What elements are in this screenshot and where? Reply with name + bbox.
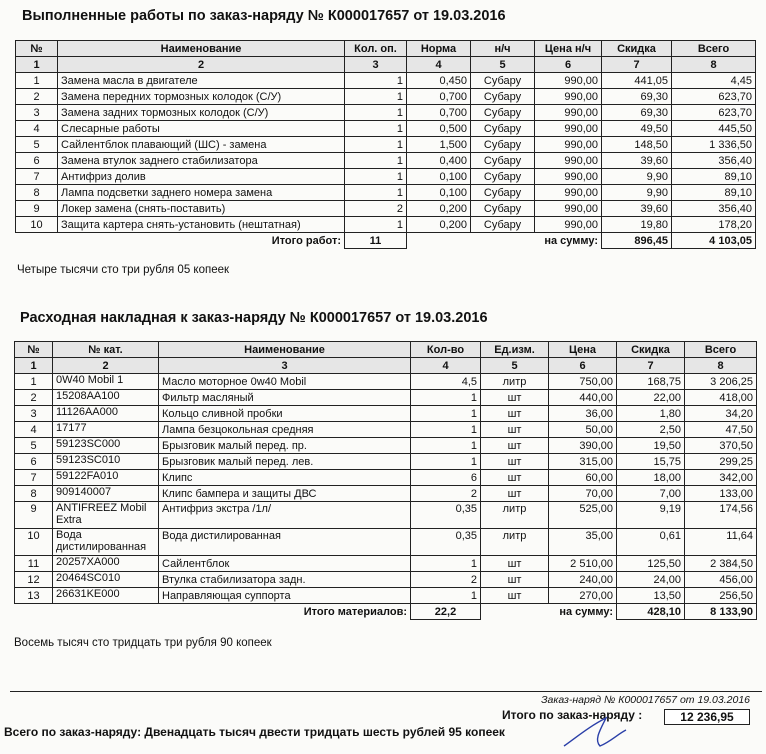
works-row-cell: 990,00: [535, 137, 602, 153]
works-total-words: Четыре тысячи сто три рубля 05 копеек: [17, 264, 230, 276]
footer-divider: [10, 691, 762, 692]
materials-row-cell: 11,64: [685, 529, 757, 556]
materials-row-cell: 4,5: [411, 374, 481, 390]
materials-row-cell: Вода дистилированная: [159, 529, 411, 556]
colnum-cell: 5: [471, 57, 535, 73]
works-row: [16, 185, 756, 201]
materials-row: [15, 486, 757, 502]
works-row-cell: 441,05: [602, 73, 672, 89]
works-row-cell: 990,00: [535, 185, 602, 201]
materials-col-qty: Кол-во: [411, 342, 481, 358]
materials-total-label: Итого материалов:: [303, 605, 407, 618]
materials-row: [15, 390, 757, 406]
materials-row-cell: 390,00: [549, 438, 617, 454]
materials-row-cell: 20257XA000: [53, 556, 159, 572]
order-reference: Заказ-наряд № К000017657 от 19.03.2016: [541, 694, 750, 706]
materials-row-cell: шт: [481, 556, 549, 572]
works-row-cell: Субару: [471, 153, 535, 169]
works-row-cell: Субару: [471, 185, 535, 201]
colnum-cell: 4: [411, 358, 481, 374]
works-row-cell: 1: [345, 137, 407, 153]
works-col-norm: Норма: [407, 41, 471, 57]
works-row-cell: 1: [345, 169, 407, 185]
materials-row-cell: шт: [481, 486, 549, 502]
works-title: Выполненные работы по заказ-наряду № К000017657 от 19.03.2016: [22, 8, 506, 24]
materials-row-cell: 13,50: [617, 588, 685, 604]
materials-row-cell: 125,50: [617, 556, 685, 572]
materials-row-cell: шт: [481, 470, 549, 486]
materials-row-cell: шт: [481, 588, 549, 604]
works-row: [16, 105, 756, 121]
works-row-cell: 990,00: [535, 105, 602, 121]
materials-col-catalog: № кат.: [53, 342, 159, 358]
works-row-cell: 0,450: [407, 73, 471, 89]
works-row-cell: 2: [345, 201, 407, 217]
materials-row: [15, 422, 757, 438]
materials-row-cell: 1: [15, 374, 53, 390]
materials-total-discount: 428,10: [617, 604, 685, 620]
colnum-cell: 6: [549, 358, 617, 374]
materials-row-cell: 1: [411, 454, 481, 470]
materials-row-cell: 440,00: [549, 390, 617, 406]
works-row-cell: 69,30: [602, 105, 672, 121]
materials-header-row: [15, 342, 757, 358]
materials-col-discount: Скидка: [617, 342, 685, 358]
works-row-cell: 990,00: [535, 201, 602, 217]
materials-row-cell: 270,00: [549, 588, 617, 604]
works-row-cell: 990,00: [535, 89, 602, 105]
works-row-cell: 445,50: [672, 121, 756, 137]
grand-total-label: Итого по заказ-наряду :: [502, 708, 643, 722]
materials-col-number: №: [15, 342, 53, 358]
materials-row-cell: 6: [411, 470, 481, 486]
works-row-cell: 89,10: [672, 185, 756, 201]
materials-row-cell: 0,61: [617, 529, 685, 556]
works-table: [15, 40, 756, 249]
materials-row-cell: Вода дистилированная: [53, 529, 159, 556]
works-row-cell: 990,00: [535, 217, 602, 233]
materials-row-cell: 2,50: [617, 422, 685, 438]
materials-row: [15, 572, 757, 588]
materials-row-cell: Масло моторное 0w40 Mobil: [159, 374, 411, 390]
works-row-cell: Замена передних тормозных колодок (С/У): [58, 89, 345, 105]
works-row-cell: 89,10: [672, 169, 756, 185]
materials-row-cell: 240,00: [549, 572, 617, 588]
materials-col-name: Наименование: [159, 342, 411, 358]
materials-row-cell: 299,25: [685, 454, 757, 470]
works-row-cell: 6: [16, 153, 58, 169]
materials-row-cell: 19,50: [617, 438, 685, 454]
works-row-cell: 356,40: [672, 201, 756, 217]
works-row-cell: 990,00: [535, 153, 602, 169]
materials-row-cell: 17177: [53, 422, 159, 438]
works-row: [16, 73, 756, 89]
grand-total-words: Всего по заказ-наряду: Двенадцать тысяч двести тридцать шесть рублей 95 копеек: [4, 725, 505, 739]
materials-row-cell: 70,00: [549, 486, 617, 502]
materials-row-cell: Кольцо сливной пробки: [159, 406, 411, 422]
works-row-cell: 0,200: [407, 217, 471, 233]
works-row-cell: Субару: [471, 105, 535, 121]
works-row-cell: 0,700: [407, 89, 471, 105]
materials-row-cell: 370,50: [685, 438, 757, 454]
works-row-cell: Сайлентблок плавающий (ШС) - замена: [58, 137, 345, 153]
materials-row-cell: 3 206,25: [685, 374, 757, 390]
works-row: [16, 217, 756, 233]
materials-row: [15, 556, 757, 572]
materials-row-cell: шт: [481, 406, 549, 422]
materials-row-cell: шт: [481, 390, 549, 406]
materials-row-cell: 50,00: [549, 422, 617, 438]
materials-row-cell: 0,35: [411, 529, 481, 556]
materials-row-cell: 26631KE000: [53, 588, 159, 604]
materials-row-cell: 750,00: [549, 374, 617, 390]
materials-row-cell: литр: [481, 374, 549, 390]
works-row-cell: 9,90: [602, 185, 672, 201]
materials-col-unit: Ед.изм.: [481, 342, 549, 358]
colnum-cell: 7: [617, 358, 685, 374]
materials-row-cell: Антифриз экстра /1л/: [159, 502, 411, 529]
materials-row-cell: 1: [411, 390, 481, 406]
works-row-cell: Субару: [471, 169, 535, 185]
works-row-cell: Субару: [471, 137, 535, 153]
works-row-cell: 9: [16, 201, 58, 217]
materials-row-cell: 4: [15, 422, 53, 438]
materials-row-cell: 10: [15, 529, 53, 556]
materials-sum-label: на сумму:: [559, 605, 613, 618]
works-row: [16, 137, 756, 153]
works-row-cell: 0,100: [407, 185, 471, 201]
materials-row-cell: 0,35: [411, 502, 481, 529]
works-col-discount: Скидка: [602, 41, 672, 57]
colnum-cell: 8: [685, 358, 757, 374]
works-row: [16, 201, 756, 217]
works-col-name: Наименование: [58, 41, 345, 57]
signature-mark: [560, 712, 630, 752]
materials-row-cell: Втулка стабилизатора задн.: [159, 572, 411, 588]
materials-row-cell: 5: [15, 438, 53, 454]
materials-row-cell: Сайлентблок: [159, 556, 411, 572]
works-row-cell: 39,60: [602, 201, 672, 217]
materials-row-cell: 2 384,50: [685, 556, 757, 572]
works-header-row: [16, 41, 756, 57]
works-row-cell: 69,30: [602, 89, 672, 105]
works-row-cell: 19,80: [602, 217, 672, 233]
works-row: [16, 153, 756, 169]
materials-total-sum: 8 133,90: [685, 604, 757, 620]
works-row-cell: 2: [16, 89, 58, 105]
works-col-ops: Кол. оп.: [345, 41, 407, 57]
works-row: [16, 169, 756, 185]
works-row-cell: 990,00: [535, 73, 602, 89]
materials-row-cell: 342,00: [685, 470, 757, 486]
materials-row: [15, 529, 757, 556]
works-col-price: Цена н/ч: [535, 41, 602, 57]
materials-row: [15, 406, 757, 422]
works-row-cell: 990,00: [535, 169, 602, 185]
works-row-cell: Субару: [471, 73, 535, 89]
colnum-cell: 1: [16, 57, 58, 73]
materials-row: [15, 454, 757, 470]
materials-row-cell: 59123SC010: [53, 454, 159, 470]
works-row-cell: 0,100: [407, 169, 471, 185]
works-row-cell: 1: [345, 105, 407, 121]
materials-row-cell: 34,20: [685, 406, 757, 422]
works-row-cell: 1: [16, 73, 58, 89]
materials-row-cell: шт: [481, 438, 549, 454]
materials-row-cell: 11126AA000: [53, 406, 159, 422]
works-row-cell: 0,500: [407, 121, 471, 137]
colnum-cell: 3: [159, 358, 411, 374]
materials-row: [15, 470, 757, 486]
works-row-cell: 5: [16, 137, 58, 153]
materials-row-cell: 1: [411, 588, 481, 604]
colnum-cell: 4: [407, 57, 471, 73]
materials-row-cell: литр: [481, 529, 549, 556]
works-row-cell: Замена задних тормозных колодок (С/У): [58, 105, 345, 121]
works-colnum-row: [16, 57, 756, 73]
materials-row-cell: 36,00: [549, 406, 617, 422]
materials-row-cell: 1: [411, 556, 481, 572]
materials-row-cell: 133,00: [685, 486, 757, 502]
materials-row-cell: 6: [15, 454, 53, 470]
works-row-cell: 0,200: [407, 201, 471, 217]
materials-colnum-row: [15, 358, 757, 374]
materials-row-cell: 15208AA100: [53, 390, 159, 406]
works-row-cell: 178,20: [672, 217, 756, 233]
materials-row-cell: 315,00: [549, 454, 617, 470]
works-row-cell: 1: [345, 121, 407, 137]
works-row-cell: 148,50: [602, 137, 672, 153]
works-row-cell: 1: [345, 185, 407, 201]
materials-row-cell: 2: [15, 390, 53, 406]
materials-row-cell: 18,00: [617, 470, 685, 486]
colnum-cell: 8: [672, 57, 756, 73]
materials-row-cell: Брызговик малый перед. пр.: [159, 438, 411, 454]
works-row-cell: Субару: [471, 89, 535, 105]
materials-col-total: Всего: [685, 342, 757, 358]
materials-row-cell: 47,50: [685, 422, 757, 438]
works-col-nh: н/ч: [471, 41, 535, 57]
works-row-cell: 39,60: [602, 153, 672, 169]
works-row-cell: Слесарные работы: [58, 121, 345, 137]
materials-row-cell: 35,00: [549, 529, 617, 556]
materials-row-cell: 2 510,00: [549, 556, 617, 572]
materials-row-cell: Брызговик малый перед. лев.: [159, 454, 411, 470]
works-row-cell: Защита картера снять-установить (нештатная): [58, 217, 345, 233]
colnum-cell: 7: [602, 57, 672, 73]
materials-row-cell: 20464SC010: [53, 572, 159, 588]
works-total-label: Итого работ:: [271, 234, 341, 247]
works-total-discount: 896,45: [602, 233, 672, 249]
works-row-cell: 623,70: [672, 89, 756, 105]
materials-row-cell: 8: [15, 486, 53, 502]
works-row: [16, 89, 756, 105]
materials-row-cell: 525,00: [549, 502, 617, 529]
colnum-cell: 5: [481, 358, 549, 374]
materials-row-cell: 174,56: [685, 502, 757, 529]
materials-row-cell: 3: [15, 406, 53, 422]
materials-row-cell: 0W40 Mobil 1: [53, 374, 159, 390]
materials-total-row: [15, 604, 757, 620]
materials-row-cell: Клипс бампера и защиты ДВС: [159, 486, 411, 502]
colnum-cell: 2: [58, 57, 345, 73]
works-row-cell: 8: [16, 185, 58, 201]
works-row-cell: 0,400: [407, 153, 471, 169]
materials-row-cell: 60,00: [549, 470, 617, 486]
materials-row-cell: 1: [411, 438, 481, 454]
materials-row-cell: 59123SC000: [53, 438, 159, 454]
materials-row-cell: 2: [411, 572, 481, 588]
works-row-cell: Замена втулок заднего стабилизатора: [58, 153, 345, 169]
works-row-cell: Замена масла в двигателе: [58, 73, 345, 89]
materials-row-cell: 168,75: [617, 374, 685, 390]
materials-row-cell: шт: [481, 454, 549, 470]
materials-row-cell: 7,00: [617, 486, 685, 502]
materials-row-cell: 7: [15, 470, 53, 486]
materials-row-cell: 24,00: [617, 572, 685, 588]
materials-row-cell: 12: [15, 572, 53, 588]
works-row-cell: Субару: [471, 217, 535, 233]
materials-row-cell: 256,50: [685, 588, 757, 604]
works-row-cell: 9,90: [602, 169, 672, 185]
works-row-cell: 1,500: [407, 137, 471, 153]
materials-row-cell: ANTIFREEZ Mobil Extra: [53, 502, 159, 529]
works-row-cell: 0,700: [407, 105, 471, 121]
materials-row-cell: 15,75: [617, 454, 685, 470]
materials-row-cell: 9: [15, 502, 53, 529]
materials-row: [15, 374, 757, 390]
materials-row-cell: Фильтр масляный: [159, 390, 411, 406]
works-row-cell: Субару: [471, 121, 535, 137]
works-row-cell: 1: [345, 217, 407, 233]
materials-title: Расходная накладная к заказ-наряду № К000017657 от 19.03.2016: [20, 310, 488, 326]
materials-row: [15, 438, 757, 454]
materials-row-cell: 418,00: [685, 390, 757, 406]
works-row-cell: 1: [345, 89, 407, 105]
materials-row-cell: шт: [481, 422, 549, 438]
materials-row-cell: 2: [411, 486, 481, 502]
colnum-cell: 3: [345, 57, 407, 73]
works-row-cell: 4,45: [672, 73, 756, 89]
materials-row: [15, 502, 757, 529]
works-row-cell: 49,50: [602, 121, 672, 137]
materials-total-count: 22,2: [411, 604, 481, 620]
colnum-cell: 6: [535, 57, 602, 73]
materials-row-cell: 1,80: [617, 406, 685, 422]
materials-col-price: Цена: [549, 342, 617, 358]
works-col-total: Всего: [672, 41, 756, 57]
materials-row-cell: 9,19: [617, 502, 685, 529]
works-total-count: 11: [345, 233, 407, 249]
works-row-cell: 3: [16, 105, 58, 121]
works-sum-label: на сумму:: [544, 234, 598, 247]
works-row-cell: 4: [16, 121, 58, 137]
materials-row-cell: 1: [411, 422, 481, 438]
materials-row: [15, 588, 757, 604]
materials-row-cell: 1: [411, 406, 481, 422]
works-row-cell: Локер замена (снять-поставить): [58, 201, 345, 217]
materials-row-cell: Направляющая суппорта: [159, 588, 411, 604]
works-row-cell: Антифриз долив: [58, 169, 345, 185]
materials-table: [14, 341, 757, 620]
materials-row-cell: Клипс: [159, 470, 411, 486]
grand-total-value: 12 236,95: [664, 709, 750, 725]
works-row-cell: 1 336,50: [672, 137, 756, 153]
works-row-cell: 356,40: [672, 153, 756, 169]
materials-total-words: Восемь тысяч сто тридцать три рубля 90 копеек: [14, 637, 272, 649]
materials-row-cell: литр: [481, 502, 549, 529]
works-row-cell: Субару: [471, 201, 535, 217]
colnum-cell: 2: [53, 358, 159, 374]
works-col-number: №: [16, 41, 58, 57]
materials-row-cell: 11: [15, 556, 53, 572]
works-row-cell: 990,00: [535, 121, 602, 137]
works-row-cell: 1: [345, 153, 407, 169]
works-row-cell: 1: [345, 73, 407, 89]
works-row-cell: 10: [16, 217, 58, 233]
works-row-cell: 7: [16, 169, 58, 185]
materials-row-cell: 456,00: [685, 572, 757, 588]
materials-row-cell: 22,00: [617, 390, 685, 406]
materials-row-cell: Лампа безцокольная средняя: [159, 422, 411, 438]
works-total-sum: 4 103,05: [672, 233, 756, 249]
works-row-cell: Лампа подсветки заднего номера замена: [58, 185, 345, 201]
works-total-row: [16, 233, 756, 249]
materials-row-cell: 13: [15, 588, 53, 604]
materials-row-cell: 59122FA010: [53, 470, 159, 486]
materials-row-cell: 909140007: [53, 486, 159, 502]
works-row: [16, 121, 756, 137]
materials-row-cell: шт: [481, 572, 549, 588]
works-row-cell: 623,70: [672, 105, 756, 121]
colnum-cell: 1: [15, 358, 53, 374]
